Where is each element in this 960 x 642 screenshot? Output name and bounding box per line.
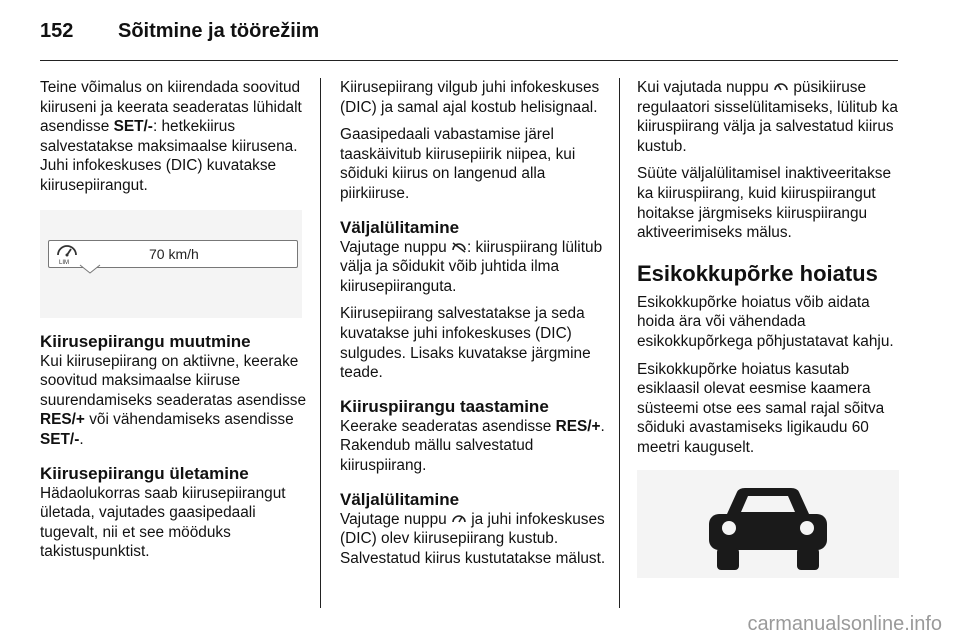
exceed-paragraph: Hädaolukorras saab kiirusepiirangut ületada, vajutades gaasipedaali tugevalt, nii et see mööduks takistuspunktist. [40, 484, 286, 561]
deactivation-paragraph-2: Vajutage nuppu ja juhi infokeskuses (DIC) olev kiirusepiirang kustub. Salvestatud kiirus kustutatakse mälust. [340, 510, 606, 567]
deactivation-paragraph-1: Vajutage nuppu : kiiruspiirang lülitub välja ja sõidukit võib juhtida ilma kiirusepiiranguta. [340, 238, 603, 295]
column-divider-2 [619, 78, 620, 608]
flash-paragraph: Kiirusepiirang vilgub juhi infokeskuses (DIC) ja samal ajal kostub helisignaal. [340, 79, 600, 116]
column-1 [40, 78, 308, 570]
page-number: 152 [40, 20, 74, 42]
restore-paragraph: Keerake seaderatas asendisse RES/+. Rakendub mällu salvestatud kiiruspiirang. [340, 417, 605, 474]
fca-paragraph-2: Esikokkupõrke hoiatus kasutab esiklaasil olevat eesmise kaamera süsteemi otse ees samal rajal sõitva sõiduki avastamiseks ligikaudu 60 meetri kauguselt. [637, 360, 885, 456]
cruise-control-icon [773, 80, 789, 94]
stored-paragraph: Kiirusepiirang salvestatakse ja seda kuvatakse juhi infokeskuses (DIC) sulgudes. Lisaks kuvatakse järgmine teade. [340, 305, 591, 382]
dic-display-figure [40, 210, 302, 318]
reactivate-paragraph: Gaasipedaali vabastamise järel taaskäivitub kiirusepiirik niipea, kui sõiduki kiirus on langenud alla piirkiiruse. [340, 126, 576, 202]
dic-display-box [48, 240, 298, 268]
cruise-paragraph: Kui vajutada nuppu püsikiiruse regulaatori sisselülitamiseks, lülitub ka kiiruspiirang välja ja salvestatud kiirus kustub. [637, 79, 898, 155]
heading-deactivation-2: Väljalülitamine [340, 489, 460, 509]
set-key: SET/- [40, 430, 80, 448]
header-divider [40, 60, 898, 61]
dic-pointer [80, 265, 100, 275]
column-3 [637, 78, 905, 578]
intro-paragraph: Teine võimalus on kiirendada soovitud kiiruseni ja keerata seaderatas lühidalt asendisse SET/-: hetkekiirus salvestatakse maksimaalse kiirusena. Juhi infokeskuses (DIC) kuvatakse kiirusepiirangut. [40, 79, 302, 194]
change-paragraph: Kui kiirusepiirang on aktiivne, keerake soovitud maksimaalse kiiruse suurendamiseks seaderatas asendisse RES/+ või vähendamiseks asendisse SET/-. [40, 352, 307, 448]
cancel-limiter-icon [451, 240, 467, 254]
res-key: RES/+ [40, 411, 85, 429]
vehicle-ahead-icon [637, 470, 899, 578]
set-key: SET/- [113, 118, 153, 136]
res-key: RES/+ [555, 417, 601, 435]
watermark: carmanualsonline.info [747, 613, 942, 635]
speed-limiter-icon [55, 243, 79, 265]
fca-paragraph-1: Esikokkupõrke hoiatus võib aidata hoida ära või vähendada esikokkupõrkega põhjustatavat kahju. [637, 293, 894, 350]
heading-deactivation-1: Väljalülitamine [340, 217, 460, 237]
dic-speed-value: 70 km/h [149, 245, 199, 262]
ignition-paragraph: Süüte väljalülitamisel inaktiveeritakse ka kiiruspiirang, kuid kiiruspiirangut hoitakse järgmiseks kiiruspiirangu aktiveerimiseks mälus. [637, 165, 892, 242]
heading-forward-collision-alert: Esikokkupõrke hoiatus [637, 260, 878, 286]
section-title: Sõitmine ja töörežiim [118, 20, 320, 42]
lim-label: LIM [59, 259, 70, 265]
heading-exceed-limit: Kiirusepiirangu ületamine [40, 463, 249, 483]
column-2 [340, 78, 608, 576]
car-figure [637, 470, 899, 578]
page-header [0, 0, 960, 62]
column-divider-1 [320, 78, 321, 608]
speed-limiter-button-icon [451, 512, 467, 526]
heading-change-limit: Kiirusepiirangu muutmine [40, 331, 251, 351]
heading-restore: Kiiruspiirangu taastamine [340, 396, 549, 416]
